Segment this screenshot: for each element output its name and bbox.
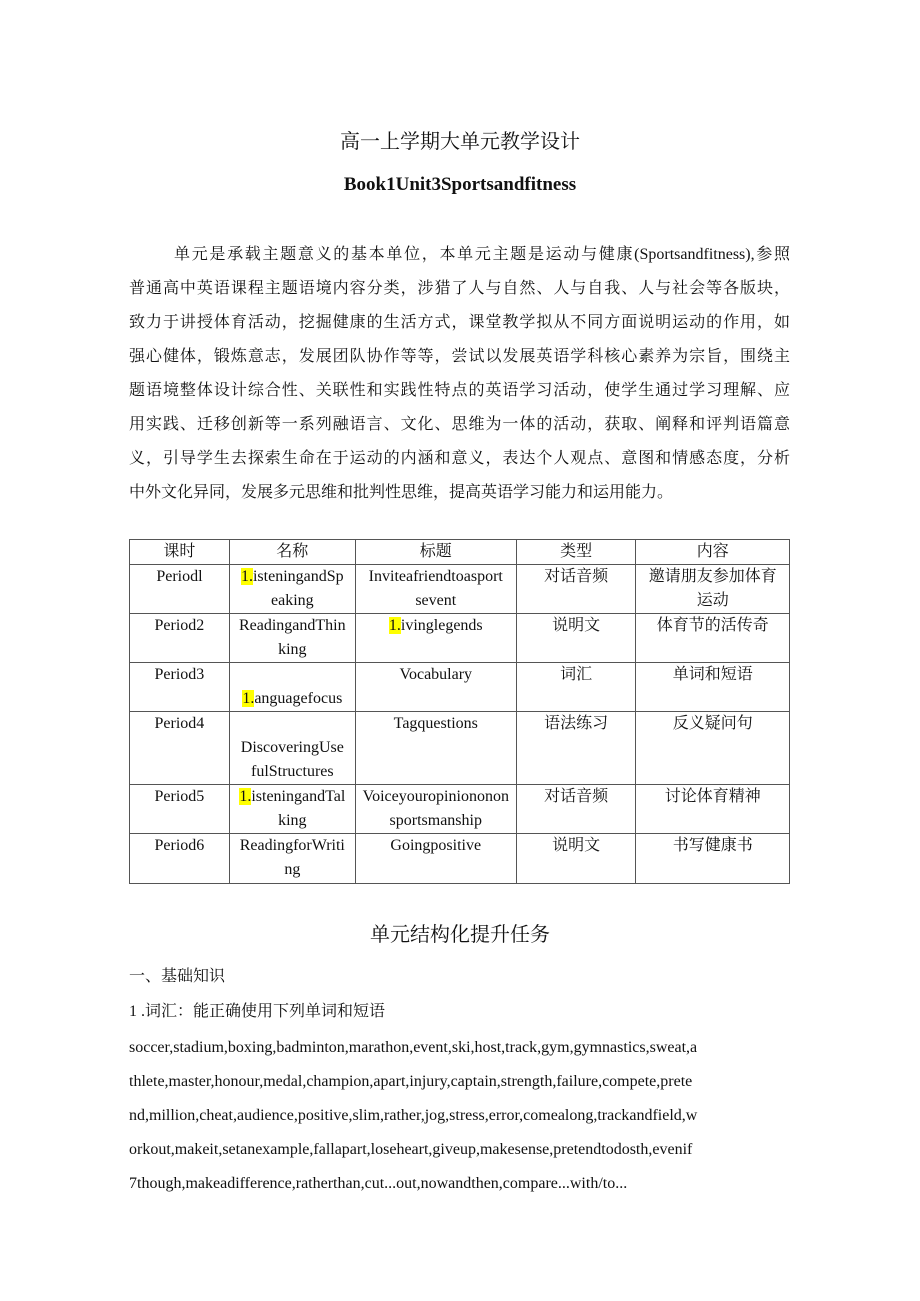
content-cell: 体育节的活传奇 (636, 614, 790, 663)
text: ReadingforWriti (239, 837, 345, 854)
text: ivinglegends (400, 617, 483, 634)
intro-line: 题语境整体设计综合性、关联性和实践性特点的英语学习活动，使学生通过学习理解、应 (129, 382, 790, 399)
period-cell: Period2 (130, 614, 230, 663)
content-cell: 讨论体育精神 (636, 785, 790, 834)
section-heading: 一、基础知识 (129, 968, 226, 985)
highlight: 1. (388, 617, 401, 634)
vocab-line: soccer,stadium,boxing,badminton,marathon,event,ski,host,track,gym,gymnastics,sweat,a (129, 1039, 698, 1056)
text: sportsmanship (389, 812, 482, 829)
period-cell: Period6 (130, 834, 230, 884)
type-cell: 对话音频 (516, 565, 636, 614)
text: 运动 (696, 592, 729, 609)
type-cell: 语法练习 (516, 712, 636, 785)
text: isteningandTal (251, 788, 346, 805)
lesson-table (129, 539, 790, 884)
title-cell: Vocabulary (355, 663, 516, 712)
table-row (130, 614, 790, 663)
title-cell (355, 565, 516, 614)
text: ng (284, 861, 301, 878)
name-cell (229, 834, 355, 884)
section-title: 单元结构化提升任务 (370, 924, 550, 946)
period-cell: Periodl (130, 565, 230, 614)
name-cell (229, 785, 355, 834)
type-cell: 词汇 (516, 663, 636, 712)
document-subtitle: Book1Unit3Sportsandfitness (343, 174, 577, 195)
text: Inviteafriendtoasport (368, 568, 503, 585)
text: king (278, 812, 307, 829)
vocab-line: nd,million,cheat,audience,positive,slim,rather,jog,stress,error,comealong,trackandfield,w (129, 1107, 698, 1124)
intro-line: 强心健体，锻炼意志，发展团队协作等等，尝试以发展英语学科核心素养为宗旨，围绕主 (129, 348, 790, 365)
name-cell (229, 712, 355, 785)
header-cell: 课时 (130, 540, 230, 565)
subsection-heading: 1 .词汇：能正确使用下列单词和短语 (129, 1003, 386, 1020)
title-cell (355, 614, 516, 663)
table-row (130, 785, 790, 834)
intro-line: 义，引导学生去探索生命在于运动的内涵和意义，表达个人观点、意图和情感态度，分析 (129, 450, 790, 467)
title-cell: Tagquestions (355, 712, 516, 785)
document-title: 高一上学期大单元教学设计 (340, 131, 580, 153)
header-cell: 标题 (355, 540, 516, 565)
text: anguagefocus (254, 690, 343, 707)
text: eaking (270, 592, 314, 609)
text: DiscoveringUse (240, 739, 344, 756)
vocab-list (129, 1035, 790, 1205)
intro-line: 致力于讲授体育活动，挖掘健康的生活方式，课堂教学拟从不同方面说明运动的作用，如 (129, 314, 790, 331)
content-cell (636, 565, 790, 614)
name-cell (229, 614, 355, 663)
name-cell (229, 565, 355, 614)
vocab-line: 7though,makeadifference,ratherthan,cut...out,nowandthen,compare...with/to... (129, 1175, 628, 1192)
period-cell: Period4 (130, 712, 230, 785)
vocab-line: thlete,master,honour,medal,champion,apart,injury,captain,strength,failure,compete,prete (129, 1073, 693, 1090)
table-row (130, 712, 790, 785)
title-cell (355, 785, 516, 834)
type-cell: 对话音频 (516, 785, 636, 834)
text: ReadingandThin (238, 617, 346, 634)
text: Voiceyouropiniononon (362, 788, 509, 805)
table-row (130, 565, 790, 614)
intro-line: 单元是承载主题意义的基本单位，本单元主题是运动与健康(Sportsandfitness),参照 (174, 246, 790, 263)
highlight: 1. (239, 788, 252, 805)
intro-line: 用实践、迁移创新等一系列融语言、文化、思维为一体的活动，获取、阐释和评判语篇意 (129, 416, 790, 433)
title-cell: Goingpositive (355, 834, 516, 884)
text: king (278, 641, 307, 658)
text: sevent (415, 592, 457, 609)
intro-paragraph (129, 242, 790, 514)
type-cell: 说明文 (516, 614, 636, 663)
period-cell: Period5 (130, 785, 230, 834)
intro-line: 普通高中英语课程主题语境内容分类，涉猎了人与自然、人与自我、人与社会等各版块， (129, 280, 790, 297)
content-cell: 单词和短语 (636, 663, 790, 712)
header-cell: 类型 (516, 540, 636, 565)
period-cell: Period3 (130, 663, 230, 712)
content-cell: 书写健康书 (636, 834, 790, 884)
name-cell (229, 663, 355, 712)
header-cell: 名称 (229, 540, 355, 565)
content-cell: 反义疑问句 (636, 712, 790, 785)
vocab-line: orkout,makeit,setanexample,fallapart,loseheart,giveup,makesense,pretendtodosth,evenif (129, 1141, 693, 1158)
text: isteningandSp (252, 568, 344, 585)
text: 邀请朋友参加体育 (648, 568, 777, 585)
table-row (130, 663, 790, 712)
intro-line: 中外文化异同，发展多元思维和批判性思维，提高英语学习能力和运用能力。 (129, 484, 674, 501)
table-header-row (130, 540, 790, 565)
text: fulStructures (250, 763, 334, 780)
header-cell: 内容 (636, 540, 790, 565)
table-row (130, 834, 790, 884)
type-cell: 说明文 (516, 834, 636, 884)
highlight: 1. (242, 690, 255, 707)
highlight: 1. (240, 568, 253, 585)
